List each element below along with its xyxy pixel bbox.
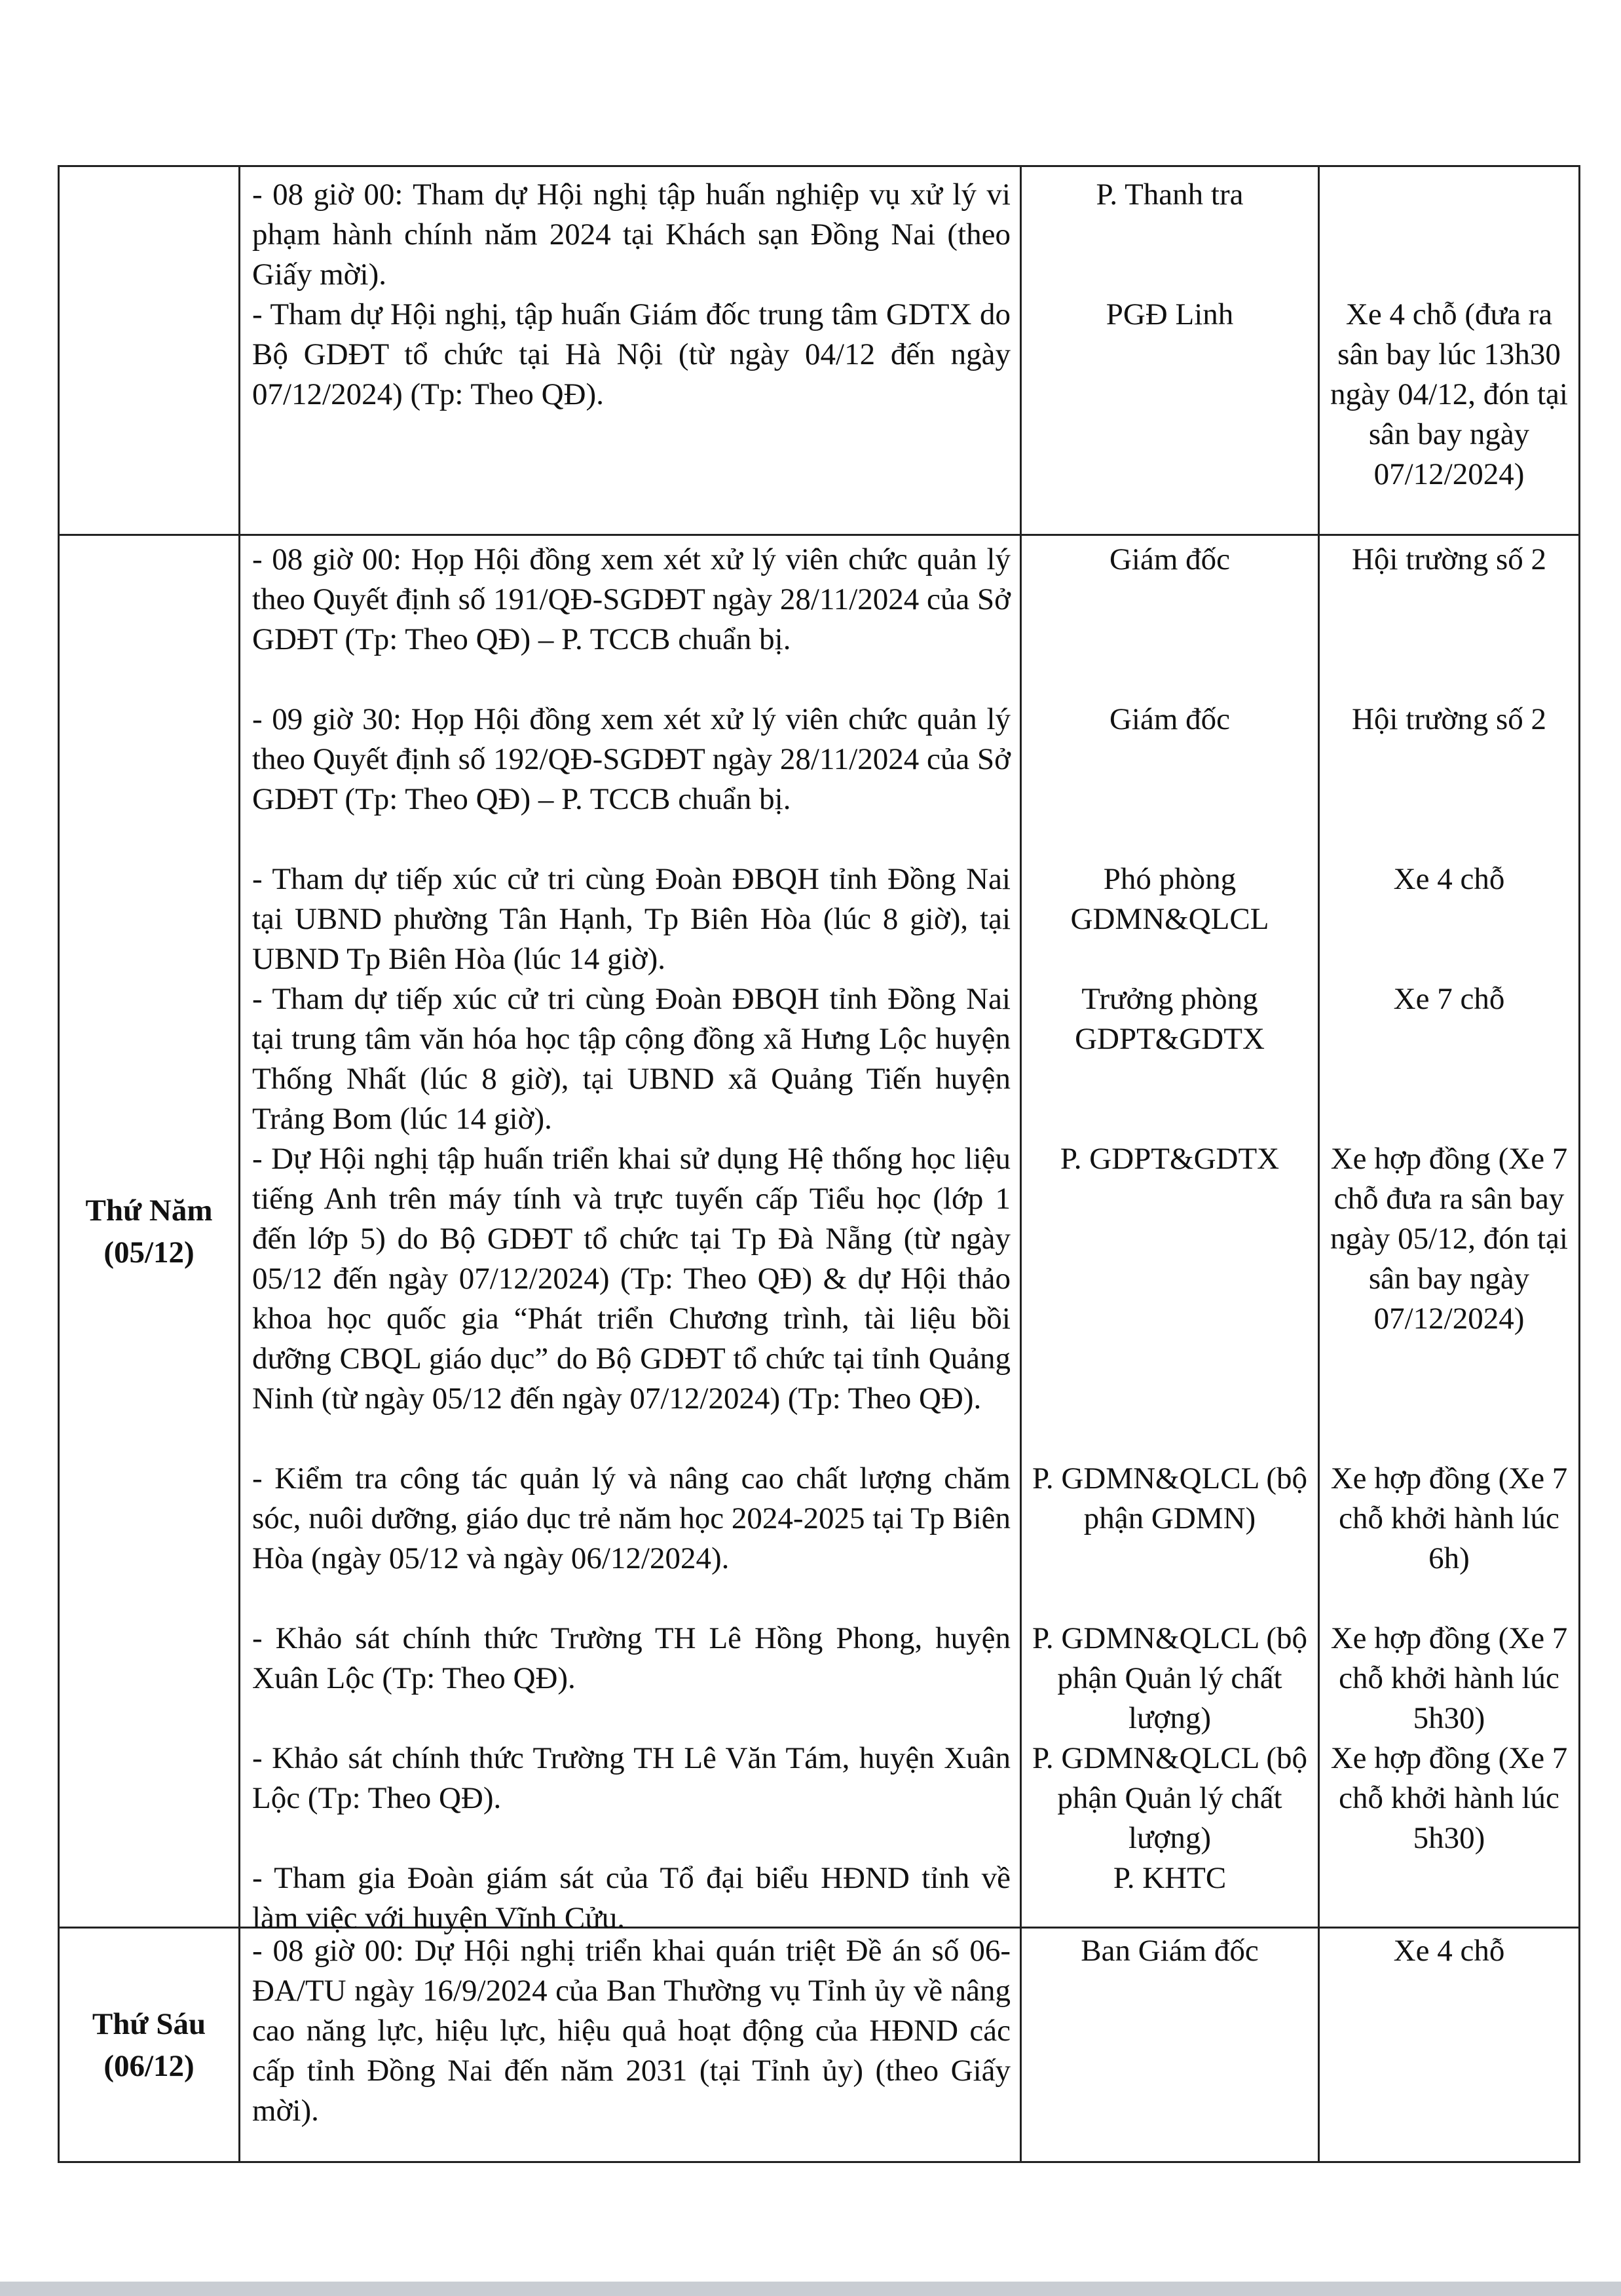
activity-text: - Tham dự Hội nghị, tập huấn Giám đốc trung tâm GDTX do Bộ GDĐT tổ chức tại Hà Nội (từ ngày 04/12 đến ngày 07/12/2024) (Tp: Theo QĐ). <box>252 297 1011 411</box>
day-name: Thứ Năm <box>85 1193 213 1228</box>
table-row <box>59 535 1580 1928</box>
activity-text: - Tham dự tiếp xúc cử tri cùng Đoàn ĐBQH tỉnh Đồng Nai tại UBND phường Tân Hạnh, Tp Biên Hòa (lúc 8 giờ), tại UBND Tp Biên Hòa (lúc 14 giờ). <box>252 862 1011 976</box>
responsible-unit: P. GDPT&GDTX <box>1060 1142 1280 1176</box>
activity-text: - 08 giờ 00: Tham dự Hội nghị tập huấn nghiệp vụ xử lý vi phạm hành chính năm 2024 tại Khách sạn Đồng Nai (theo Giấy mời). <box>252 178 1011 292</box>
responsible-unit: P. GDMN&QLCL (bộ phận Quản lý chất lượng) <box>1032 1741 1307 1855</box>
responsible-unit: P. KHTC <box>1113 1861 1227 1895</box>
activity-text: - Kiểm tra công tác quản lý và nâng cao chất lượng chăm sóc, nuôi dưỡng, giáo dục trẻ năm học 2024-2025 tại Tp Biên Hòa (ngày 05/12 và ngày 06/12/2024). <box>252 1461 1011 1575</box>
vehicle-info: Xe 4 chỗ <box>1393 1934 1505 1968</box>
responsible-unit: P. GDMN&QLCL (bộ phận Quản lý chất lượng) <box>1032 1621 1307 1735</box>
day-cell <box>59 535 240 1928</box>
unit-cell <box>1021 166 1319 535</box>
vehicle-info: Hội trường số 2 <box>1351 542 1547 576</box>
schedule-table <box>58 165 1580 2163</box>
table-row <box>59 166 1580 535</box>
responsible-unit: P. Thanh tra <box>1096 178 1244 212</box>
vehicle-info: Xe hợp đồng (Xe 7 chỗ khởi hành lúc 5h30) <box>1330 1741 1568 1855</box>
day-date: (06/12) <box>103 2048 195 2083</box>
unit-cell <box>1021 535 1319 1928</box>
vehicle-info: Hội trường số 2 <box>1351 702 1547 736</box>
responsible-unit: PGĐ Linh <box>1106 297 1234 331</box>
responsible-unit: Giám đốc <box>1109 702 1231 736</box>
day-cell <box>59 1928 240 2162</box>
content-cell <box>240 166 1021 535</box>
activity-text: - Khảo sát chính thức Trường TH Lê Văn Tám, huyện Xuân Lộc (Tp: Theo QĐ). <box>252 1741 1011 1815</box>
page-bottom-edge <box>0 2282 1621 2296</box>
content-cell <box>240 1928 1021 2162</box>
day-date: (05/12) <box>103 1235 195 1270</box>
responsible-unit: Trưởng phòng GDPT&GDTX <box>1075 982 1265 1056</box>
day-name: Thứ Sáu <box>92 2006 206 2041</box>
activity-text: - Dự Hội nghị tập huấn triển khai sử dụng Hệ thống học liệu tiếng Anh trên máy tính và trực tuyến cấp Tiểu học (lớp 1 đến lớp 5) do Bộ GDĐT tổ chức tại Tp Đà Nẵng (từ ngày 05/12 đến ngày 07/12/2024) (Tp: Theo QĐ) & dự Hội thảo khoa học quốc gia “Phát triển Chương trình, tài liệu bồi dưỡng CBQL giáo dục” do Bộ GDĐT tổ chức tại tỉnh Quảng Ninh (từ ngày 05/12 đến ngày 07/12/2024) (Tp: Theo QĐ). <box>252 1142 1011 1416</box>
activity-text: - Tham gia Đoàn giám sát của Tổ đại biểu HĐND tỉnh về làm việc với huyện Vĩnh Cửu. <box>252 1861 1011 1935</box>
vehicle-info: Xe hợp đồng (Xe 7 chỗ khởi hành lúc 5h30) <box>1330 1621 1568 1735</box>
vehicle-info: Xe 4 chỗ (đưa ra sân bay lúc 13h30 ngày 04/12, đón tại sân bay ngày 07/12/2024) <box>1330 297 1568 491</box>
vehicle-cell <box>1319 1928 1580 2162</box>
unit-cell <box>1021 1928 1319 2162</box>
content-cell <box>240 535 1021 1935</box>
vehicle-info: Xe hợp đồng (Xe 7 chỗ khởi hành lúc 6h) <box>1330 1461 1568 1575</box>
responsible-unit: Giám đốc <box>1109 542 1231 576</box>
vehicle-info: Xe 7 chỗ <box>1393 982 1505 1016</box>
activity-text: - Tham dự tiếp xúc cử tri cùng Đoàn ĐBQH tỉnh Đồng Nai tại trung tâm văn hóa học tập cộng đồng xã Hưng Lộc huyện Thống Nhất (lúc 8 giờ), tại UBND xã Quảng Tiến huyện Trảng Bom (lúc 14 giờ). <box>252 982 1011 1136</box>
vehicle-info: Xe hợp đồng (Xe 7 chỗ đưa ra sân bay ngày 05/12, đón tại sân bay ngày 07/12/2024) <box>1330 1142 1568 1336</box>
activity-text: - 09 giờ 30: Họp Hội đồng xem xét xử lý viên chức quản lý theo Quyết định số 192/QĐ-SGDĐT ngày 28/11/2024 của Sở GDĐT (Tp: Theo QĐ) – P. TCCB chuẩn bị. <box>252 702 1011 816</box>
responsible-unit: Ban Giám đốc <box>1081 1934 1259 1968</box>
vehicle-info: Xe 4 chỗ <box>1393 862 1505 896</box>
vehicle-cell <box>1319 166 1580 535</box>
responsible-unit: P. GDMN&QLCL (bộ phận GDMN) <box>1032 1461 1307 1535</box>
activity-text: - Khảo sát chính thức Trường TH Lê Hồng Phong, huyện Xuân Lộc (Tp: Theo QĐ). <box>252 1621 1011 1695</box>
responsible-unit: Phó phòng GDMN&QLCL <box>1070 862 1269 936</box>
table-row <box>59 1928 1580 2162</box>
activity-text: - 08 giờ 00: Dự Hội nghị triển khai quán triệt Đề án số 06-ĐA/TU ngày 16/9/2024 của Ban Thường vụ Tỉnh ủy về nâng cao năng lực, hiệu lực, hiệu quả hoạt động của HĐND các cấp tỉnh Đồng Nai đến năm 2031 (tại Tỉnh ủy) (theo Giấy mời). <box>252 1934 1011 2128</box>
vehicle-cell <box>1319 535 1580 1928</box>
day-cell <box>59 166 240 535</box>
activity-text: - 08 giờ 00: Họp Hội đồng xem xét xử lý viên chức quản lý theo Quyết định số 191/QĐ-SGDĐT ngày 28/11/2024 của Sở GDĐT (Tp: Theo QĐ) – P. TCCB chuẩn bị. <box>252 542 1011 656</box>
